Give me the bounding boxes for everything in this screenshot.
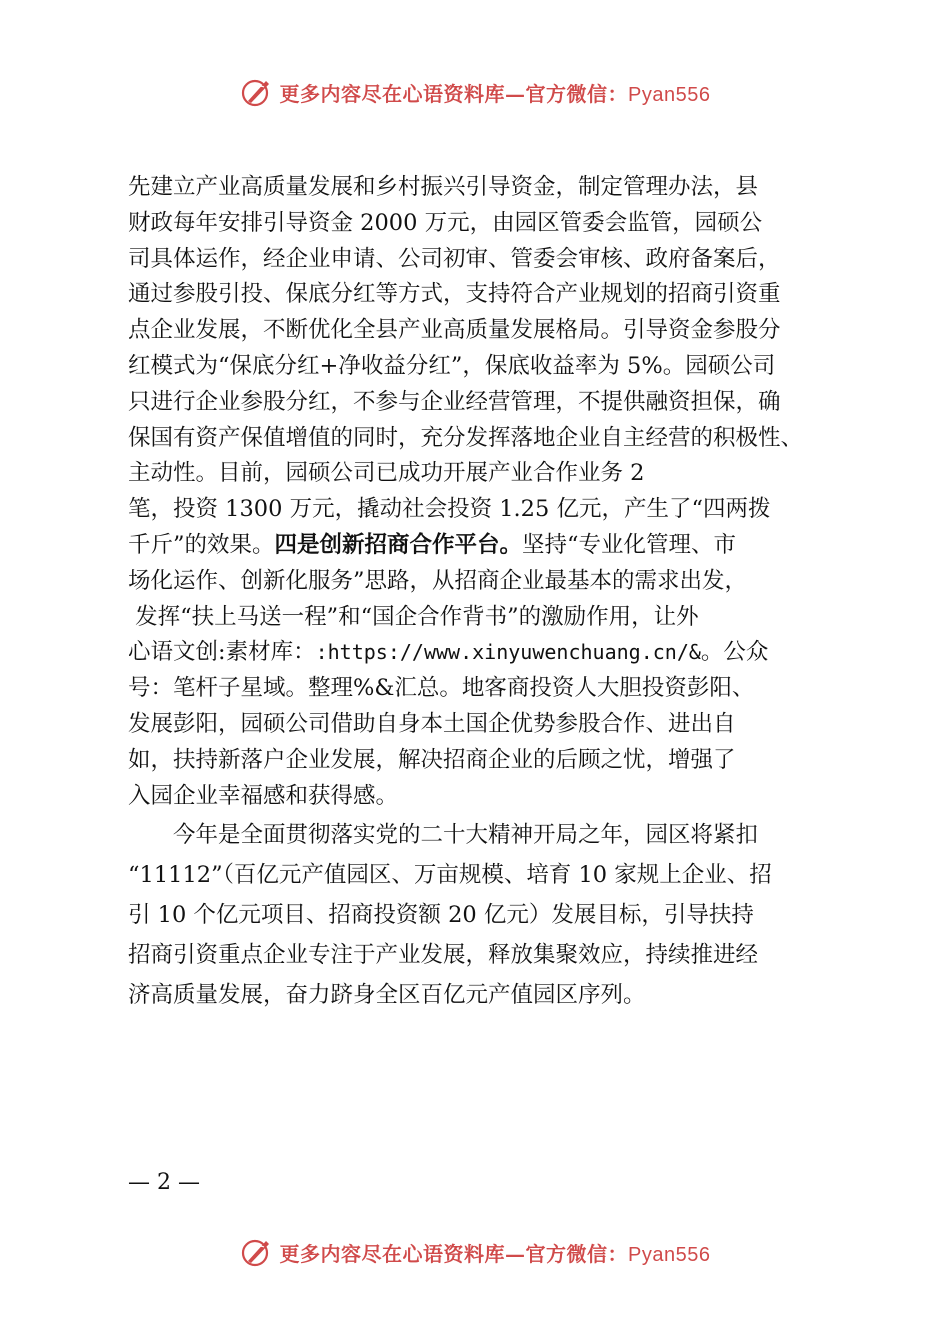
watermark-text: 更多内容尽在心语资料库—官方微信：Pyan556 bbox=[279, 1241, 711, 1266]
text-run: 千斤”的效果。 bbox=[128, 531, 275, 558]
text-line: 财政每年安排引导资金 2000 万元，由园区管委会监管，园硕公 bbox=[128, 209, 763, 236]
text-run: 坚持“专业化管理、市 bbox=[522, 531, 737, 558]
text-line: “11112”（百亿元产值园区、万亩规模、培育 10 家规上企业、招 bbox=[128, 862, 772, 889]
text-line: 笔，投资 1300 万元，撬动社会投资 1.25 亿元，产生了“四两拨 bbox=[128, 496, 771, 523]
document-body bbox=[128, 170, 858, 1013]
text-line: 司具体运作，经企业申请、公司初审、管委会审核、政府备案后， bbox=[128, 245, 781, 272]
text-line: 今年是全面贯彻落实党的二十大精神开局之年，园区将紧扣 bbox=[173, 822, 759, 849]
text-line: 场化运作、创新化服务”思路，从招商企业最基本的需求出发， bbox=[128, 567, 748, 594]
text-line bbox=[128, 635, 858, 671]
paragraph-2 bbox=[128, 818, 858, 1013]
watermark-text: 更多内容尽在心语资料库—官方微信：Pyan556 bbox=[279, 81, 711, 106]
page-number: — 2 — bbox=[128, 1170, 200, 1195]
url-text: :https://www.xinyuwenchuang.cn/& bbox=[315, 640, 701, 665]
text-line: 只进行企业参股分红，不参与企业经营管理，不提供融资担保，确 bbox=[128, 388, 781, 415]
text-line: 招商引资重点企业专注于产业发展，释放集聚效应，持续推进经 bbox=[128, 941, 759, 968]
text-line: 济高质量发展，奋力跻身全区百亿元产值园区序列。 bbox=[128, 981, 646, 1008]
text-line: 发展彭阳，园硕公司借助自身本土国企优势参股合作、进出自 bbox=[128, 710, 736, 737]
text-line: 通过参股引投、保底分红等方式，支持符合产业规划的招商引资重 bbox=[128, 281, 781, 308]
text-line: 点企业发展，不断优化全县产业高质量发展格局。引导资金参股分 bbox=[128, 317, 781, 344]
text-line: 如，扶持新落户企业发展，解决招商企业的后顾之忧，增强了 bbox=[128, 746, 736, 773]
text-run: 。公众 bbox=[700, 639, 769, 666]
watermark-footer bbox=[0, 1232, 950, 1272]
paragraph-1 bbox=[128, 170, 858, 814]
text-run: 心语文创:素材库： bbox=[128, 639, 316, 666]
text-line: 发挥“扶上马送一程”和“国企合作背书”的激励作用，让外 bbox=[128, 603, 699, 630]
text-line: 红模式为“保底分红+净收益分红”，保底收益率为 5%。园硕公司 bbox=[128, 352, 776, 379]
text-line: 保国有资产保值增值的同时，充分发挥落地企业自主经营的积极性、 bbox=[128, 424, 804, 451]
text-line: 入园企业幸福感和获得感。 bbox=[128, 782, 399, 809]
watermark-header bbox=[0, 72, 950, 112]
bold-heading: 四是创新招商合作平台。 bbox=[274, 531, 523, 558]
text-line: 主动性。目前，园硕公司已成功开展产业合作业务 2 bbox=[128, 460, 645, 487]
text-line bbox=[128, 528, 858, 564]
text-line: 引 10 个亿元项目、招商投资额 20 亿元）发展目标，引导扶持 bbox=[128, 901, 754, 928]
text-line: 先建立产业高质量发展和乡村振兴引导资金，制定管理办法，县 bbox=[128, 174, 759, 200]
text-line: 号：笔杆子星域。整理%&汇总。地客商投资人大胆投资彭阳、 bbox=[128, 675, 755, 702]
quill-logo-icon bbox=[240, 1235, 274, 1269]
quill-logo-icon bbox=[240, 75, 274, 109]
